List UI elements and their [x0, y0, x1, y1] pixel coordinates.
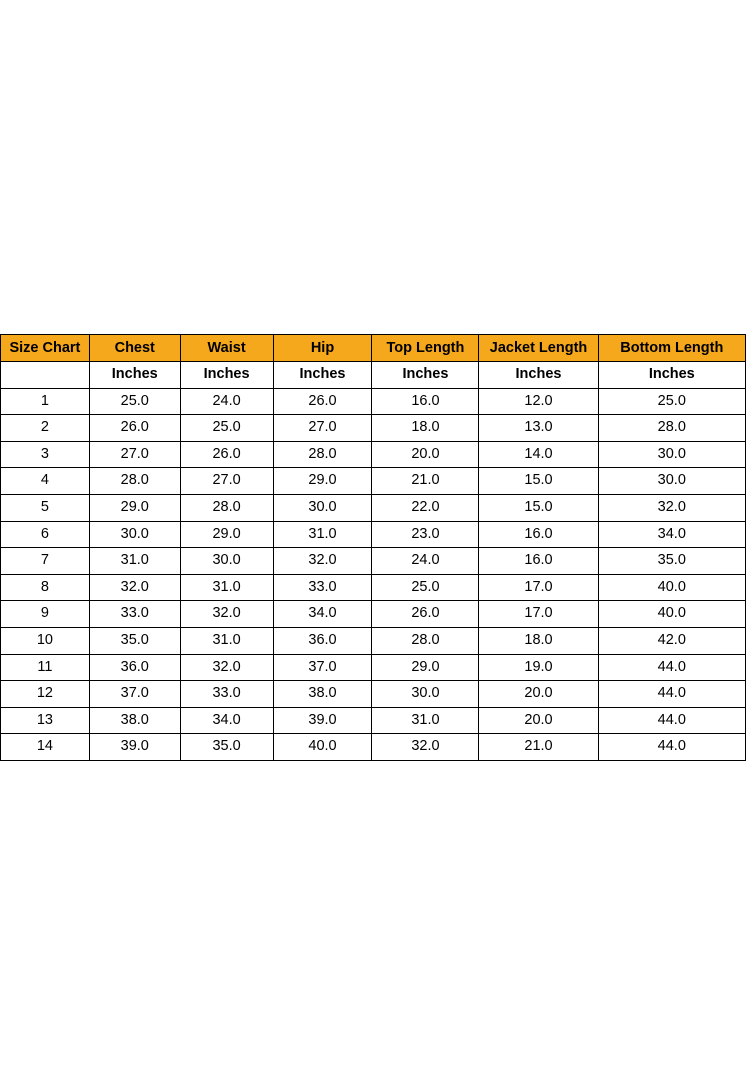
cell-waist: 29.0: [180, 521, 273, 548]
cell-top-length: 28.0: [372, 627, 479, 654]
cell-hip: 37.0: [273, 654, 372, 681]
table-row: [1, 654, 746, 681]
cell-size: 7: [1, 548, 90, 575]
table-row: [1, 415, 746, 442]
cell-hip: 38.0: [273, 681, 372, 708]
cell-top-length: 30.0: [372, 681, 479, 708]
cell-top-length: 26.0: [372, 601, 479, 628]
cell-top-length: 18.0: [372, 415, 479, 442]
cell-waist: 31.0: [180, 574, 273, 601]
cell-size: 2: [1, 415, 90, 442]
cell-waist: 28.0: [180, 494, 273, 521]
cell-size: 14: [1, 734, 90, 761]
cell-hip: 36.0: [273, 627, 372, 654]
column-header-top-length: Top Length: [372, 335, 479, 362]
cell-waist: 31.0: [180, 627, 273, 654]
cell-waist: 32.0: [180, 601, 273, 628]
cell-waist: 25.0: [180, 415, 273, 442]
cell-chest: 35.0: [89, 627, 180, 654]
cell-chest: 32.0: [89, 574, 180, 601]
cell-waist: 27.0: [180, 468, 273, 495]
cell-bottom-length: 44.0: [598, 654, 745, 681]
cell-top-length: 23.0: [372, 521, 479, 548]
size-chart-table: [0, 334, 746, 761]
cell-size: 11: [1, 654, 90, 681]
unit-cell-size: [1, 362, 90, 389]
cell-jacket-length: 13.0: [479, 415, 598, 442]
table-row: [1, 627, 746, 654]
column-header-chest: Chest: [89, 335, 180, 362]
cell-jacket-length: 16.0: [479, 548, 598, 575]
cell-chest: 38.0: [89, 707, 180, 734]
size-chart-container: [0, 334, 746, 761]
cell-jacket-length: 17.0: [479, 601, 598, 628]
column-header-hip: Hip: [273, 335, 372, 362]
cell-chest: 39.0: [89, 734, 180, 761]
cell-bottom-length: 30.0: [598, 468, 745, 495]
table-row: [1, 468, 746, 495]
cell-size: 13: [1, 707, 90, 734]
cell-bottom-length: 40.0: [598, 574, 745, 601]
unit-cell-bottom-length: Inches: [598, 362, 745, 389]
cell-size: 4: [1, 468, 90, 495]
cell-size: 5: [1, 494, 90, 521]
cell-top-length: 32.0: [372, 734, 479, 761]
table-row: [1, 601, 746, 628]
cell-jacket-length: 19.0: [479, 654, 598, 681]
cell-bottom-length: 42.0: [598, 627, 745, 654]
cell-chest: 37.0: [89, 681, 180, 708]
cell-top-length: 25.0: [372, 574, 479, 601]
table-row: [1, 734, 746, 761]
cell-size: 3: [1, 441, 90, 468]
cell-chest: 29.0: [89, 494, 180, 521]
cell-chest: 31.0: [89, 548, 180, 575]
cell-jacket-length: 21.0: [479, 734, 598, 761]
cell-jacket-length: 15.0: [479, 494, 598, 521]
cell-bottom-length: 32.0: [598, 494, 745, 521]
column-header-jacket-length: Jacket Length: [479, 335, 598, 362]
cell-bottom-length: 44.0: [598, 681, 745, 708]
cell-waist: 35.0: [180, 734, 273, 761]
cell-size: 10: [1, 627, 90, 654]
cell-chest: 27.0: [89, 441, 180, 468]
cell-jacket-length: 12.0: [479, 388, 598, 415]
cell-chest: 25.0: [89, 388, 180, 415]
table-row: [1, 548, 746, 575]
cell-waist: 30.0: [180, 548, 273, 575]
cell-hip: 31.0: [273, 521, 372, 548]
table-row: [1, 441, 746, 468]
cell-size: 6: [1, 521, 90, 548]
cell-top-length: 24.0: [372, 548, 479, 575]
cell-waist: 34.0: [180, 707, 273, 734]
table-row: [1, 494, 746, 521]
table-row: [1, 574, 746, 601]
table-row: [1, 681, 746, 708]
cell-size: 12: [1, 681, 90, 708]
cell-chest: 28.0: [89, 468, 180, 495]
cell-jacket-length: 17.0: [479, 574, 598, 601]
unit-cell-chest: Inches: [89, 362, 180, 389]
cell-top-length: 16.0: [372, 388, 479, 415]
cell-hip: 26.0: [273, 388, 372, 415]
cell-jacket-length: 20.0: [479, 707, 598, 734]
cell-jacket-length: 20.0: [479, 681, 598, 708]
cell-top-length: 22.0: [372, 494, 479, 521]
cell-bottom-length: 44.0: [598, 734, 745, 761]
cell-chest: 33.0: [89, 601, 180, 628]
cell-bottom-length: 25.0: [598, 388, 745, 415]
cell-size: 8: [1, 574, 90, 601]
cell-chest: 30.0: [89, 521, 180, 548]
column-header-size: Size Chart: [1, 335, 90, 362]
cell-hip: 28.0: [273, 441, 372, 468]
cell-size: 9: [1, 601, 90, 628]
unit-cell-waist: Inches: [180, 362, 273, 389]
cell-top-length: 29.0: [372, 654, 479, 681]
unit-cell-jacket-length: Inches: [479, 362, 598, 389]
cell-waist: 26.0: [180, 441, 273, 468]
cell-hip: 29.0: [273, 468, 372, 495]
cell-hip: 40.0: [273, 734, 372, 761]
cell-hip: 39.0: [273, 707, 372, 734]
cell-waist: 32.0: [180, 654, 273, 681]
cell-waist: 33.0: [180, 681, 273, 708]
cell-top-length: 20.0: [372, 441, 479, 468]
unit-cell-hip: Inches: [273, 362, 372, 389]
cell-jacket-length: 14.0: [479, 441, 598, 468]
cell-hip: 27.0: [273, 415, 372, 442]
cell-top-length: 21.0: [372, 468, 479, 495]
cell-top-length: 31.0: [372, 707, 479, 734]
cell-jacket-length: 18.0: [479, 627, 598, 654]
unit-cell-top-length: Inches: [372, 362, 479, 389]
table-row: [1, 707, 746, 734]
column-header-waist: Waist: [180, 335, 273, 362]
table-unit-section: [1, 362, 746, 389]
table-row: [1, 521, 746, 548]
cell-bottom-length: 30.0: [598, 441, 745, 468]
cell-hip: 32.0: [273, 548, 372, 575]
cell-waist: 24.0: [180, 388, 273, 415]
cell-bottom-length: 44.0: [598, 707, 745, 734]
cell-jacket-length: 16.0: [479, 521, 598, 548]
cell-jacket-length: 15.0: [479, 468, 598, 495]
cell-bottom-length: 40.0: [598, 601, 745, 628]
cell-hip: 34.0: [273, 601, 372, 628]
column-header-bottom-length: Bottom Length: [598, 335, 745, 362]
header-row: [1, 335, 746, 362]
cell-bottom-length: 34.0: [598, 521, 745, 548]
cell-hip: 33.0: [273, 574, 372, 601]
table-header: [1, 335, 746, 362]
table-body: [1, 388, 746, 760]
cell-bottom-length: 35.0: [598, 548, 745, 575]
table-row: [1, 388, 746, 415]
cell-bottom-length: 28.0: [598, 415, 745, 442]
cell-hip: 30.0: [273, 494, 372, 521]
unit-row: [1, 362, 746, 389]
cell-chest: 26.0: [89, 415, 180, 442]
cell-chest: 36.0: [89, 654, 180, 681]
cell-size: 1: [1, 388, 90, 415]
